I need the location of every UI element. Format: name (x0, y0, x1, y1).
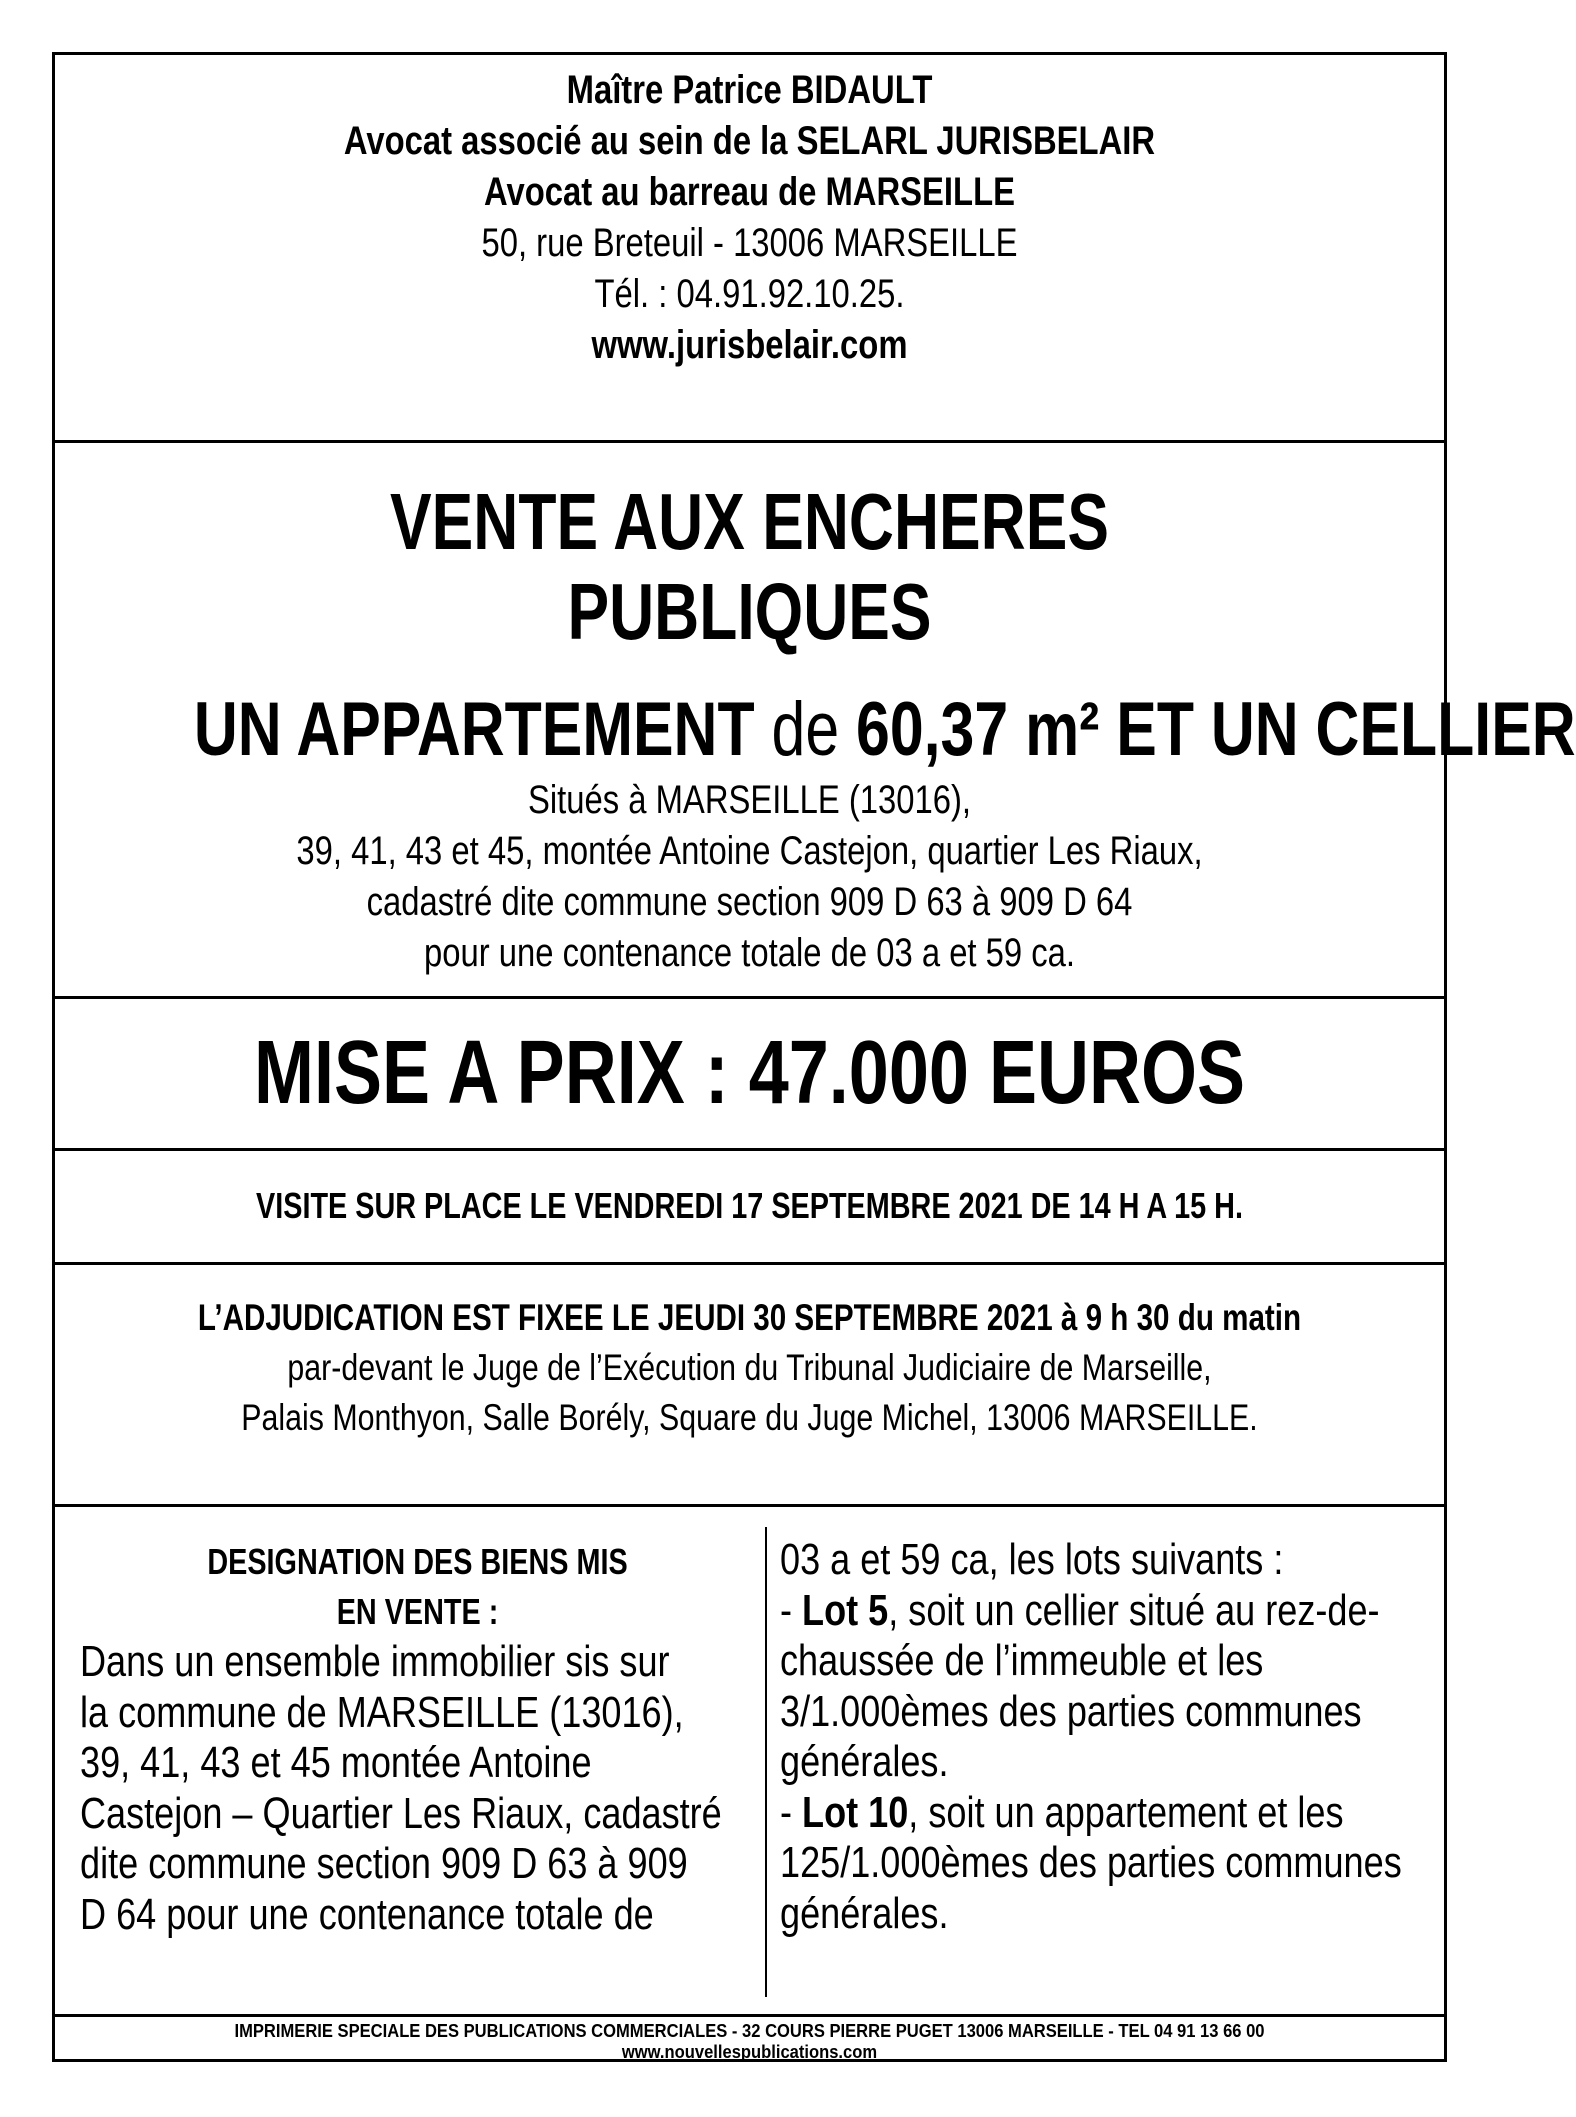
lot-5-line: générales. (780, 1737, 949, 1786)
adjudication-line: Palais Monthyon, Salle Borély, Square du Juge Michel, 13006 MARSEILLE. (241, 1397, 1258, 1438)
lot-10-text: , soit un appartement et les (908, 1787, 1344, 1837)
location-line: Situés à MARSEILLE (13016), (527, 778, 972, 822)
designation-block (55, 1507, 1444, 2017)
designation-line: D 64 pour une contenance totale de (80, 1889, 654, 1939)
price-block (55, 999, 1444, 1151)
designation-title: EN VENTE : (336, 1591, 499, 1632)
designation-title: DESIGNATION DES BIENS MIS (207, 1541, 628, 1582)
lot-5-line: chaussée de l’immeuble et les (780, 1636, 1264, 1685)
column-divider (765, 1527, 767, 1997)
lot-10-line (780, 1788, 1445, 1839)
adjudication-headline: L’ADJUDICATION EST FIXEE LE JEUDI 30 SEPTEMBRE 2021 à 9 h 30 du matin (197, 1297, 1302, 1338)
lawyer-role: Avocat associé au sein de la SELARL JURISBELAIR (343, 119, 1156, 163)
designation-line: Castejon – Quartier Les Riaux, cadastré (80, 1788, 722, 1838)
lot-dash: - (780, 1585, 803, 1635)
lots-text (780, 1535, 1445, 1939)
designation-line: la commune de MARSEILLE (13016), (80, 1687, 684, 1737)
sale-block (55, 443, 1576, 999)
lawyer-address: 50, rue Breteuil - 13006 MARSEILLE (481, 221, 1018, 265)
lot-5-text: , soit un cellier situé au rez-de- (888, 1585, 1380, 1635)
designation-text (80, 1637, 755, 1940)
adjudication-block (55, 1265, 1444, 1507)
reserve-price: MISE A PRIX : 47.000 EUROS (253, 1023, 1245, 1123)
designation-left-column (80, 1507, 755, 2014)
property-type: UN APPARTEMENT (193, 687, 755, 772)
visit-block (55, 1151, 1444, 1265)
footer (55, 2017, 1444, 2062)
lawyer-block (55, 55, 1444, 443)
lot-5-line: 3/1.000èmes des parties communes (780, 1686, 1362, 1736)
location-line: pour une contenance totale de 03 a et 59 ca. (423, 931, 1076, 975)
lots-intro: 03 a et 59 ca, les lots suivants : (780, 1535, 1284, 1584)
property-de: de (754, 687, 857, 772)
notice-frame (52, 52, 1576, 2062)
designation-right-column (780, 1507, 1445, 2014)
designation-line: 39, 41, 43 et 45 montée Antoine (80, 1738, 592, 1787)
lot-10-line: 125/1.000èmes des parties communes (780, 1838, 1402, 1887)
lawyer-bar: Avocat au barreau de MARSEILLE (483, 170, 1016, 214)
lot-10-label: Lot 10 (802, 1787, 909, 1837)
lawyer-name: Maître Patrice BIDAULT (566, 68, 933, 112)
lawyer-website-link[interactable]: www.jurisbelair.com (591, 323, 908, 367)
lot-10-line: générales. (780, 1888, 949, 1938)
designation-line: dite commune section 909 D 63 à 909 (80, 1839, 688, 1888)
lot-dash: - (780, 1787, 803, 1837)
lot-5-line (780, 1586, 1445, 1637)
visit-info: VISITE SUR PLACE LE VENDREDI 17 SEPTEMBRE 2021 DE 14 H A 15 H. (256, 1185, 1243, 1226)
adjudication-line: par-devant le Juge de l’Exécution du Tribunal Judiciaire de Marseille, (287, 1347, 1212, 1388)
printer-info: IMPRIMERIE SPECIALE DES PUBLICATIONS COMMERCIALES - 32 COURS PIERRE PUGET 13006 MARSEILLE - TEL 04 91 13 66 00 (234, 2021, 1265, 2041)
location-line: 39, 41, 43 et 45, montée Antoine Castejon, quartier Les Riaux, (296, 829, 1203, 873)
designation-line: Dans un ensemble immobilier sis sur (80, 1637, 670, 1686)
lawyer-phone: Tél. : 04.91.92.10.25. (594, 272, 905, 316)
printer-website-link[interactable]: www.nouvellespublications.com (621, 2042, 878, 2062)
sale-title: VENTE AUX ENCHERES PUBLIQUES (390, 477, 1109, 656)
property-title (193, 687, 1576, 773)
lot-5-label: Lot 5 (802, 1585, 889, 1635)
location-line: cadastré dite commune section 909 D 63 à 909 D 64 (366, 880, 1133, 924)
property-size: 60,37 m² ET UN CELLIER (856, 687, 1576, 772)
